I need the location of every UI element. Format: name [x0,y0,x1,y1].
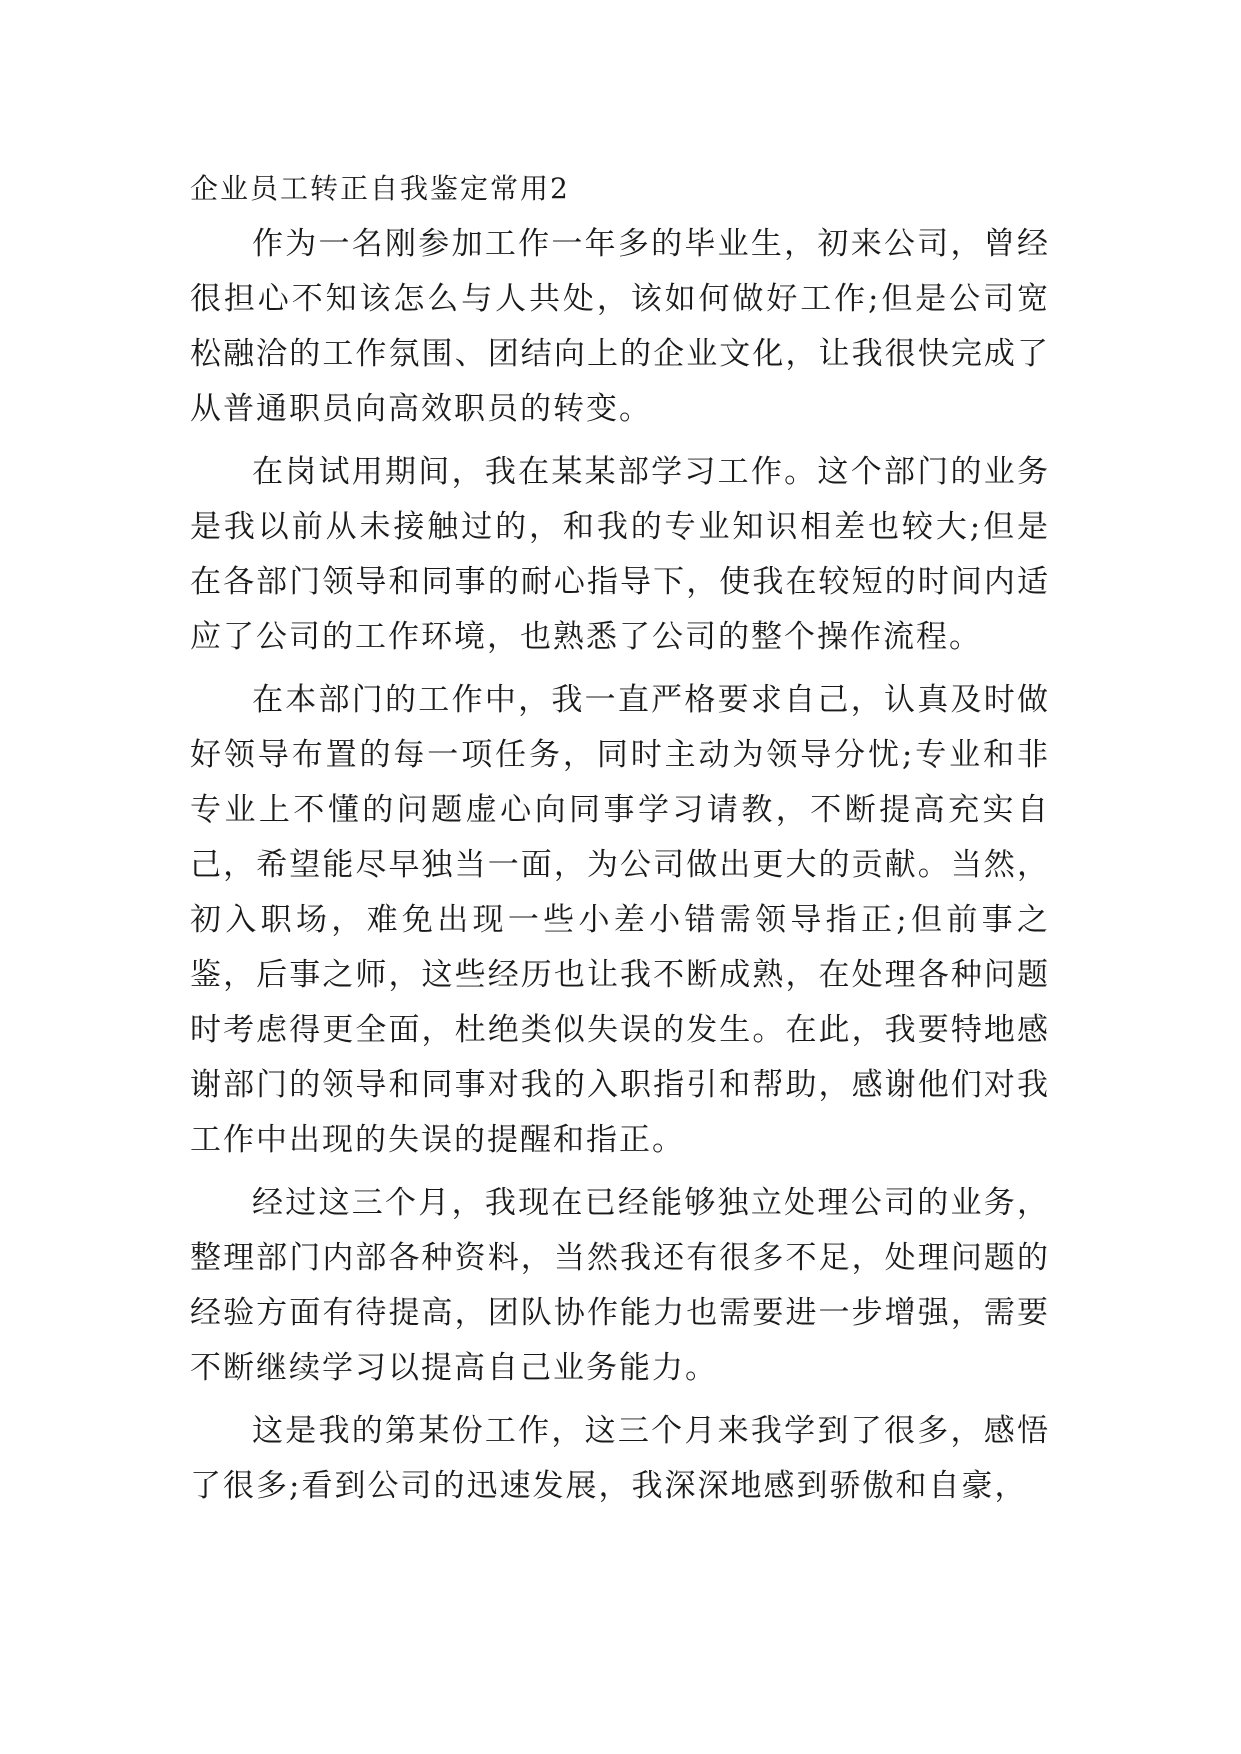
paragraph-1: 作为一名刚参加工作一年多的毕业生，初来公司，曾经很担心不知该怎么与人共处，该如何做好工作;但是公司宽松融洽的工作氛围、团结向上的企业文化，让我很快完成了从普通职员向高效职员的转变。 [190,226,1050,427]
document-title: 企业员工转正自我鉴定常用2 [190,172,570,205]
paragraph-4: 经过这三个月，我现在已经能够独立处理公司的业务，整理部门内部各种资料，当然我还有很多不足，处理问题的经验方面有待提高，团队协作能力也需要进一步增强，需要不断继续学习以提高自己业务能力。 [190,1185,1050,1386]
paragraph-2: 在岗试用期间，我在某某部学习工作。这个部门的业务是我以前从未接触过的，和我的专业知识相差也较大;但是在各部门领导和同事的耐心指导下，使我在较短的时间内适应了公司的工作环境，也熟悉了公司的整个操作流程。 [190,454,1050,655]
paragraph-5: 这是我的第某份工作，这三个月来我学到了很多，感悟了很多;看到公司的迅速发展，我深深地感到骄傲和自豪， [190,1413,1050,1504]
paragraph-3: 在本部门的工作中，我一直严格要求自己，认真及时做好领导布置的每一项任务，同时主动为领导分忧;专业和非专业上不懂的问题虚心向同事学习请教，不断提高充实自己，希望能尽早独当一面，为公司做出更大的贡献。当然，初入职场，难免出现一些小差小错需领导指正;但前事之鉴，后事之师，这些经历也让我不断成熟，在处理各种问题时考虑得更全面，杜绝类似失误的发生。在此，我要特地感谢部门的领导和同事对我的入职指引和帮助，感谢他们对我工作中出现的失误的提醒和指正。 [190,682,1050,1158]
document-body [190,162,1050,1514]
